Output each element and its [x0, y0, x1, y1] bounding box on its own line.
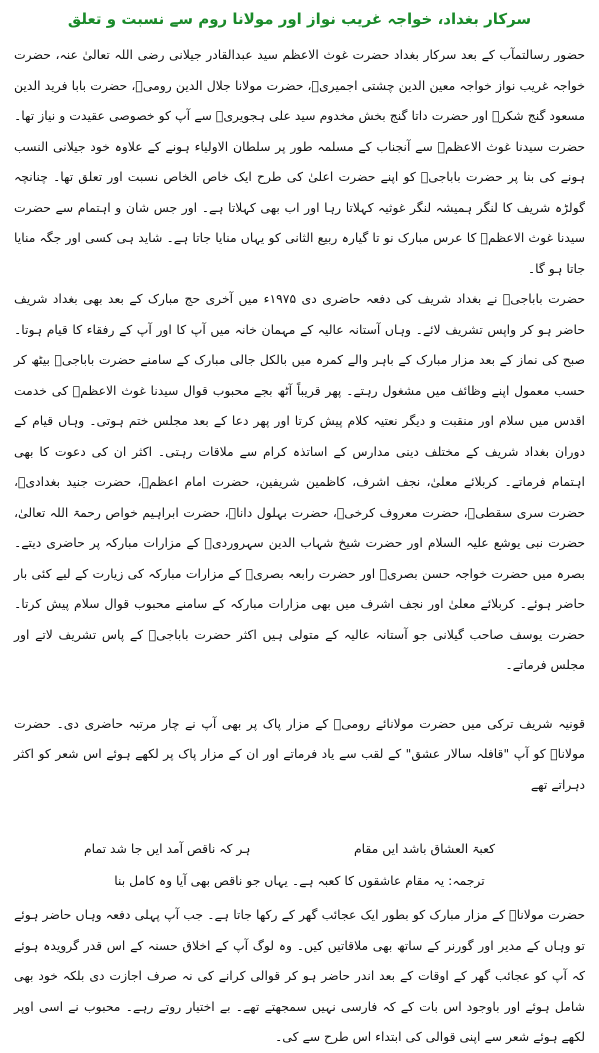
paragraph-museum: حضرت مولاناؒ کے مزار مبارک کو بطور ایک عجائب گھر کے رکھا جاتا ہے۔ جب آپ پہلی دفعہ وہاں حاضر ہوئے تو وہاں کے مدیر اور گورنر کے ساتھ بھی ملاقاتیں کیں۔ وہ لوگ آپ کے اخلاق حسنہ کے اس قدر گرویدہ ہوئے کہ آپ کو عجائب گھر کے اوقات کے بعد اندر حاضر ہو کر قوالی کرانے کی نہ صرف اجازت دی بلکہ خود بھی شامل ہوئے اور باوجود اس بات کے کہ فارسی نہیں سمجھتے تھے۔ بے اختیار روتے رہے۔ محبوب نے اسی اوپر لکھے ہوئے شعر سے اپنی قوالی کی ابتداء اس طرح سے کی۔	[14, 907, 585, 1044]
verse-first-hemistich: کعبۃ العشاق باشد ایں مقام	[353, 841, 495, 856]
page-title: سرکار بغداد، خواجہ غریب نواز اور مولانا روم سے نسبت و تعلق	[67, 10, 532, 28]
verse-second-hemistich: ہر کہ ناقص آمد ایں جا شد تمام	[84, 841, 251, 856]
paragraph-baghdad: حضرت باباجیؒ نے بغداد شریف کی دفعہ حاضری دی ۱۹۷۵ء میں آخری حج مبارک کے بعد بھی بغداد شریف حاضر ہو کر واپس تشریف لائے۔ وہاں آستانہ عالیہ کے مہمان خانہ میں آپ کا اور آپ کے رفقاء کا قیام ہوتا۔ صبح کی نماز کے بعد مزار مبارک کے باہر والے کمرہ میں بالکل جالی مبارک کے سامنے حضرت باباجیؒ بیٹھ کر حسب معمول اپنے وظائف میں مشغول رہتے۔ پھر قریباً آٹھ بجے محبوب قوال سیدنا غوث الاعظمؒ کی خدمت اقدس میں سلام اور منقبت و دیگر نعتیہ کلام پیش کرتا اور پھر دعا کے بعد مجلس ختم ہوتی۔ وہاں قیام کے دوران بغداد شریف کے مختلف دینی مدارس کے اساتذہ کرام سے ملاقات رہتی۔ اکثر ان کی دعوت کا بھی اہتمام فرماتے۔ کربلائے معلیٰ، نجف اشرف، کاظمین شریفین، حضرت امام اعظمؒ، حضرت جنید بغدادیؒ، حضرت سری سقطیؒ، حضرت معروف کرخیؒ، حضرت بہلول داناؒ، حضرت ابراہیم خواص رحمۃ اللہ تعالیٰ، حضرت نبی یوشع علیہ السلام اور حضرت شیخ شہاب الدین سہروردیؒ کے مزارات مبارکہ پر حاضری دیتے۔ بصرہ میں حضرت خواجہ حسن بصریؒ اور حضرت رابعہ بصریؒ کے مزارات مبارکہ کی زیارت کے لیے کئی بار حاضر ہوئے۔ کربلائے معلیٰ اور نجف اشرف میں بھی مزارات مبارکہ کے سامنے محبوب قوال سلام پیش کرتا۔ حضرت یوسف صاحب گیلانی جو آستانہ عالیہ کے متولی ہیں اکثر حضرت باباجیؒ کے پاس تشریف لاتے اور مجلس فرماتے۔	[14, 291, 585, 672]
section-gap	[14, 681, 585, 709]
paragraph-intro: حضور رسالتمآب کے بعد سرکار بغداد حضرت غوث الاعظم سید عبدالقادر جیلانی رضی اللہ تعالیٰ عنہ، حضرت خواجہ غریب نواز خواجہ معین الدین چشتی اجمیریؒ، حضرت مولانا جلال الدین رومیؒ، حضرت بابا فرید الدین مسعود گنج شکرؒ اور حضرت داتا گنج بخش مخدوم سید علی ہجویریؒ سے آپ کو خصوصی عقیدت و نیاز تھا۔ حضرت سیدنا غوث الاعظمؒ سے آنجناب کے مسلمہ طور پر سلطان الاولیاء ہونے کے علاوہ خود جیلانی النسب ہونے کی بنا پر حضرت باباجیؒ کو اپنے حضرت اعلیٰ کی طرح ایک خاص الخاص نسبت اور تعلق تھا۔ چنانچہ گولڑہ شریف کا لنگر ہمیشہ لنگر غوثیہ کہلاتا رہا اور اب بھی کہلاتا ہے۔ اور جس شان و اہتمام سے حضرت سیدنا غوث الاعظمؒ کا عرس مبارک نو تا گیارہ ربیع الثانی کو یہاں منایا جاتا ہے۔ شاید ہی کسی اور جگہ منایا جاتا ہو گا۔	[14, 47, 585, 276]
persian-verse	[14, 834, 585, 864]
paragraph-konya: قونیہ شریف ترکی میں حضرت مولانائے رومیؒ کے مزار پاک پر بھی آپ نے چار مرتبہ حاضری دی۔ حضرت مولاناؒ کو آپ "قافلہ سالار عشق" کے لقب سے یاد فرماتے اور ان کے مزار پاک پر لکھے ہوئے اس شعر کو اکثر دہراتے تھے	[14, 715, 585, 792]
verse-translation: ترجمہ: یہ مقام عاشقوں کا کعبہ ہے۔ یہاں جو ناقص بھی آیا وہ کامل بنا	[114, 873, 485, 888]
